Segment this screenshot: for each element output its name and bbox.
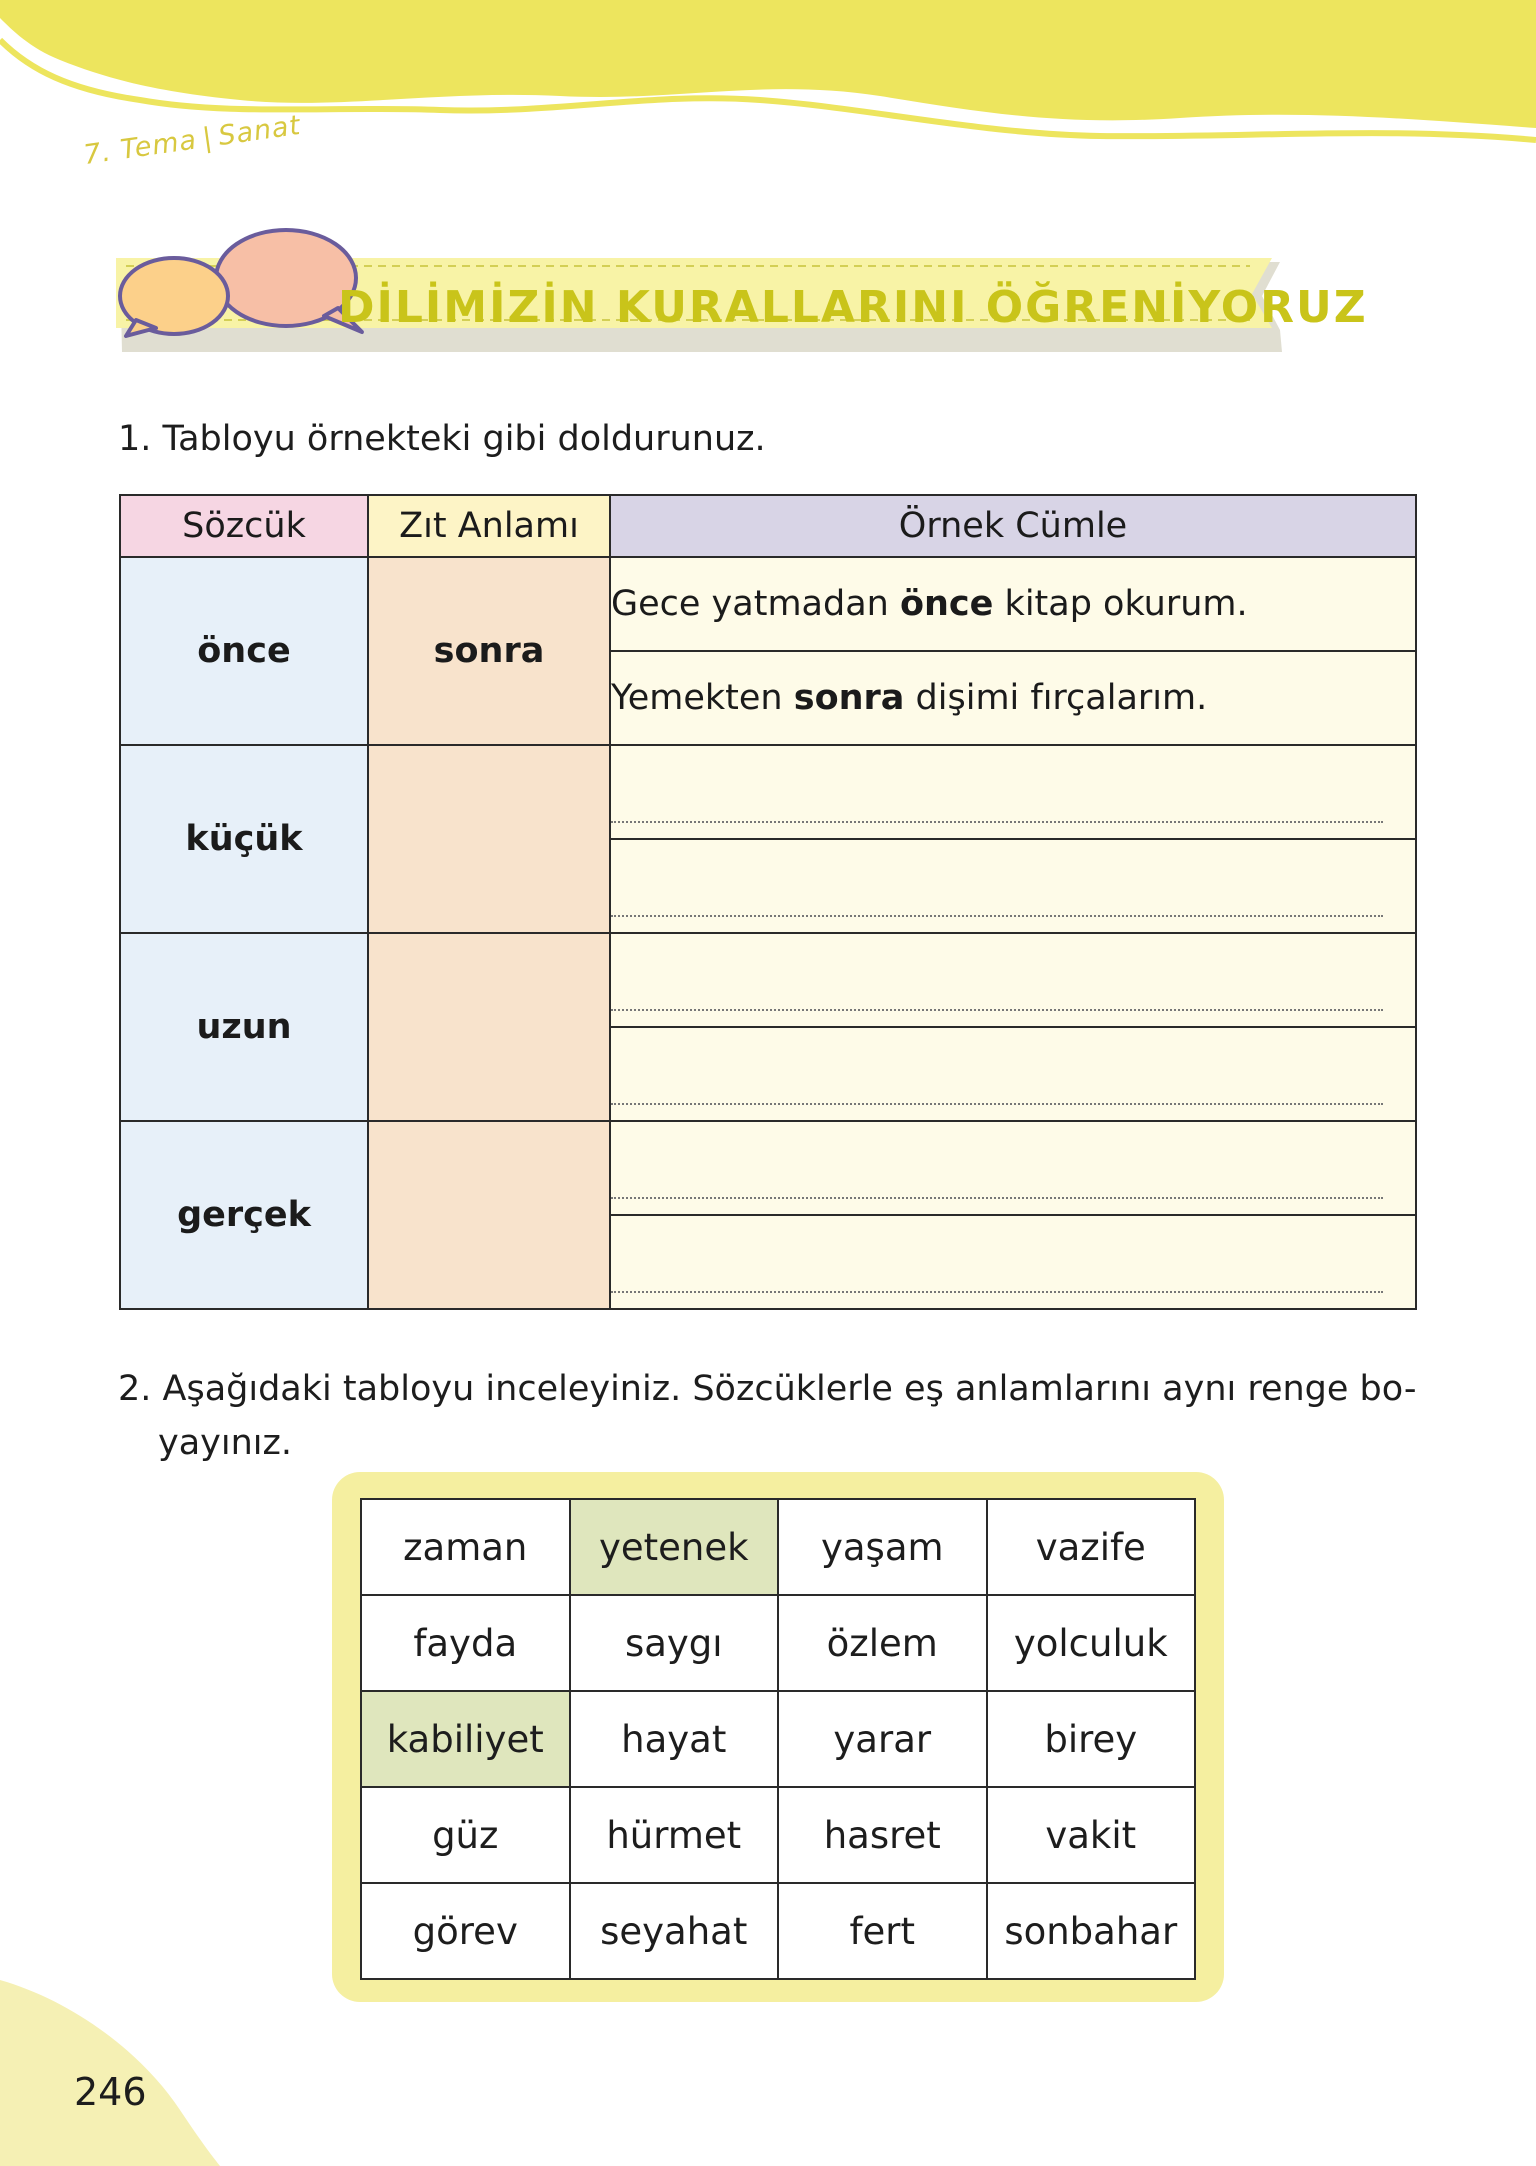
grid-cell[interactable]: yaşam — [778, 1499, 987, 1595]
sentence-text: Yemekten — [611, 678, 794, 718]
grid-cell[interactable]: vakit — [987, 1787, 1196, 1883]
grid-cell[interactable]: seyahat — [570, 1883, 779, 1979]
grid-cell[interactable]: fert — [778, 1883, 987, 1979]
page-number: 246 — [74, 2070, 147, 2114]
grid-cell[interactable]: hürmet — [570, 1787, 779, 1883]
sentence-blank-line[interactable] — [610, 1215, 1416, 1309]
grid-cell[interactable]: birey — [987, 1691, 1196, 1787]
antonym-blank[interactable] — [368, 1121, 610, 1309]
theme-name: Sanat — [216, 109, 303, 153]
example-sentence — [610, 557, 1416, 651]
dotted-line — [611, 1137, 1383, 1199]
synonym-grid — [360, 1498, 1196, 1980]
grid-cell[interactable]: yolculuk — [987, 1595, 1196, 1691]
grid-cell-colored[interactable]: yetenek — [570, 1499, 779, 1595]
sentence-blank-line[interactable] — [610, 1121, 1416, 1215]
section-banner — [112, 224, 1368, 374]
antonym-blank[interactable] — [368, 933, 610, 1121]
dotted-line — [611, 1043, 1383, 1105]
dotted-line — [611, 949, 1383, 1011]
sentence-bold-word: önce — [899, 584, 994, 624]
grid-cell[interactable]: sonbahar — [987, 1883, 1196, 1979]
dotted-line — [611, 1231, 1383, 1293]
grid-cell[interactable]: vazife — [987, 1499, 1196, 1595]
antonym-cell: sonra — [368, 557, 610, 745]
example-sentence — [610, 651, 1416, 745]
question-2-line-1: 2. Aşağıdaki tabloyu inceleyiniz. Sözcüklerle eş anlamlarını aynı renge bo- — [118, 1369, 1417, 1409]
sentence-blank-line[interactable] — [610, 933, 1416, 1027]
grid-cell[interactable]: görev — [361, 1883, 570, 1979]
antonym-blank[interactable] — [368, 745, 610, 933]
grid-cell[interactable]: güz — [361, 1787, 570, 1883]
question-2-text — [118, 1362, 1428, 1470]
word-cell: küçük — [120, 745, 368, 933]
grid-cell[interactable]: saygı — [570, 1595, 779, 1691]
word-cell: gerçek — [120, 1121, 368, 1309]
header-antonym: Zıt Anlamı — [368, 495, 610, 557]
grid-cell[interactable]: zaman — [361, 1499, 570, 1595]
sentence-text: dişimi fırçalarım. — [904, 678, 1208, 718]
antonym-table — [119, 494, 1417, 1310]
header-sentence: Örnek Cümle — [610, 495, 1416, 557]
sentence-blank-line[interactable] — [610, 745, 1416, 839]
grid-cell[interactable]: hayat — [570, 1691, 779, 1787]
dotted-line — [611, 855, 1383, 917]
sentence-text: Gece yatmadan — [611, 584, 900, 624]
question-1-text: 1. Tabloyu örnekteki gibi doldurunuz. — [118, 419, 766, 459]
sentence-bold-word: sonra — [793, 678, 905, 718]
grid-cell-colored[interactable]: kabiliyet — [361, 1691, 570, 1787]
sentence-blank-line[interactable] — [610, 1027, 1416, 1121]
grid-cell[interactable]: hasret — [778, 1787, 987, 1883]
header-word: Sözcük — [120, 495, 368, 557]
theme-separator: | — [200, 122, 215, 155]
word-cell: önce — [120, 557, 368, 745]
synonym-grid-frame — [332, 1472, 1224, 2002]
bottom-blob-decoration — [0, 1960, 260, 2166]
sentence-blank-line[interactable] — [610, 839, 1416, 933]
dotted-line — [611, 761, 1383, 823]
question-2-line-2: yayınız. — [158, 1423, 293, 1463]
theme-number: 7. Tema — [81, 124, 199, 171]
banner-title: DİLİMİZİN KURALLARINI ÖĞRENİYORUZ — [338, 282, 1368, 333]
grid-cell[interactable]: fayda — [361, 1595, 570, 1691]
grid-cell[interactable]: yarar — [778, 1691, 987, 1787]
word-cell: uzun — [120, 933, 368, 1121]
top-wave-decoration — [0, 0, 1536, 200]
sentence-text: kitap okurum. — [993, 584, 1248, 624]
grid-cell[interactable]: özlem — [778, 1595, 987, 1691]
